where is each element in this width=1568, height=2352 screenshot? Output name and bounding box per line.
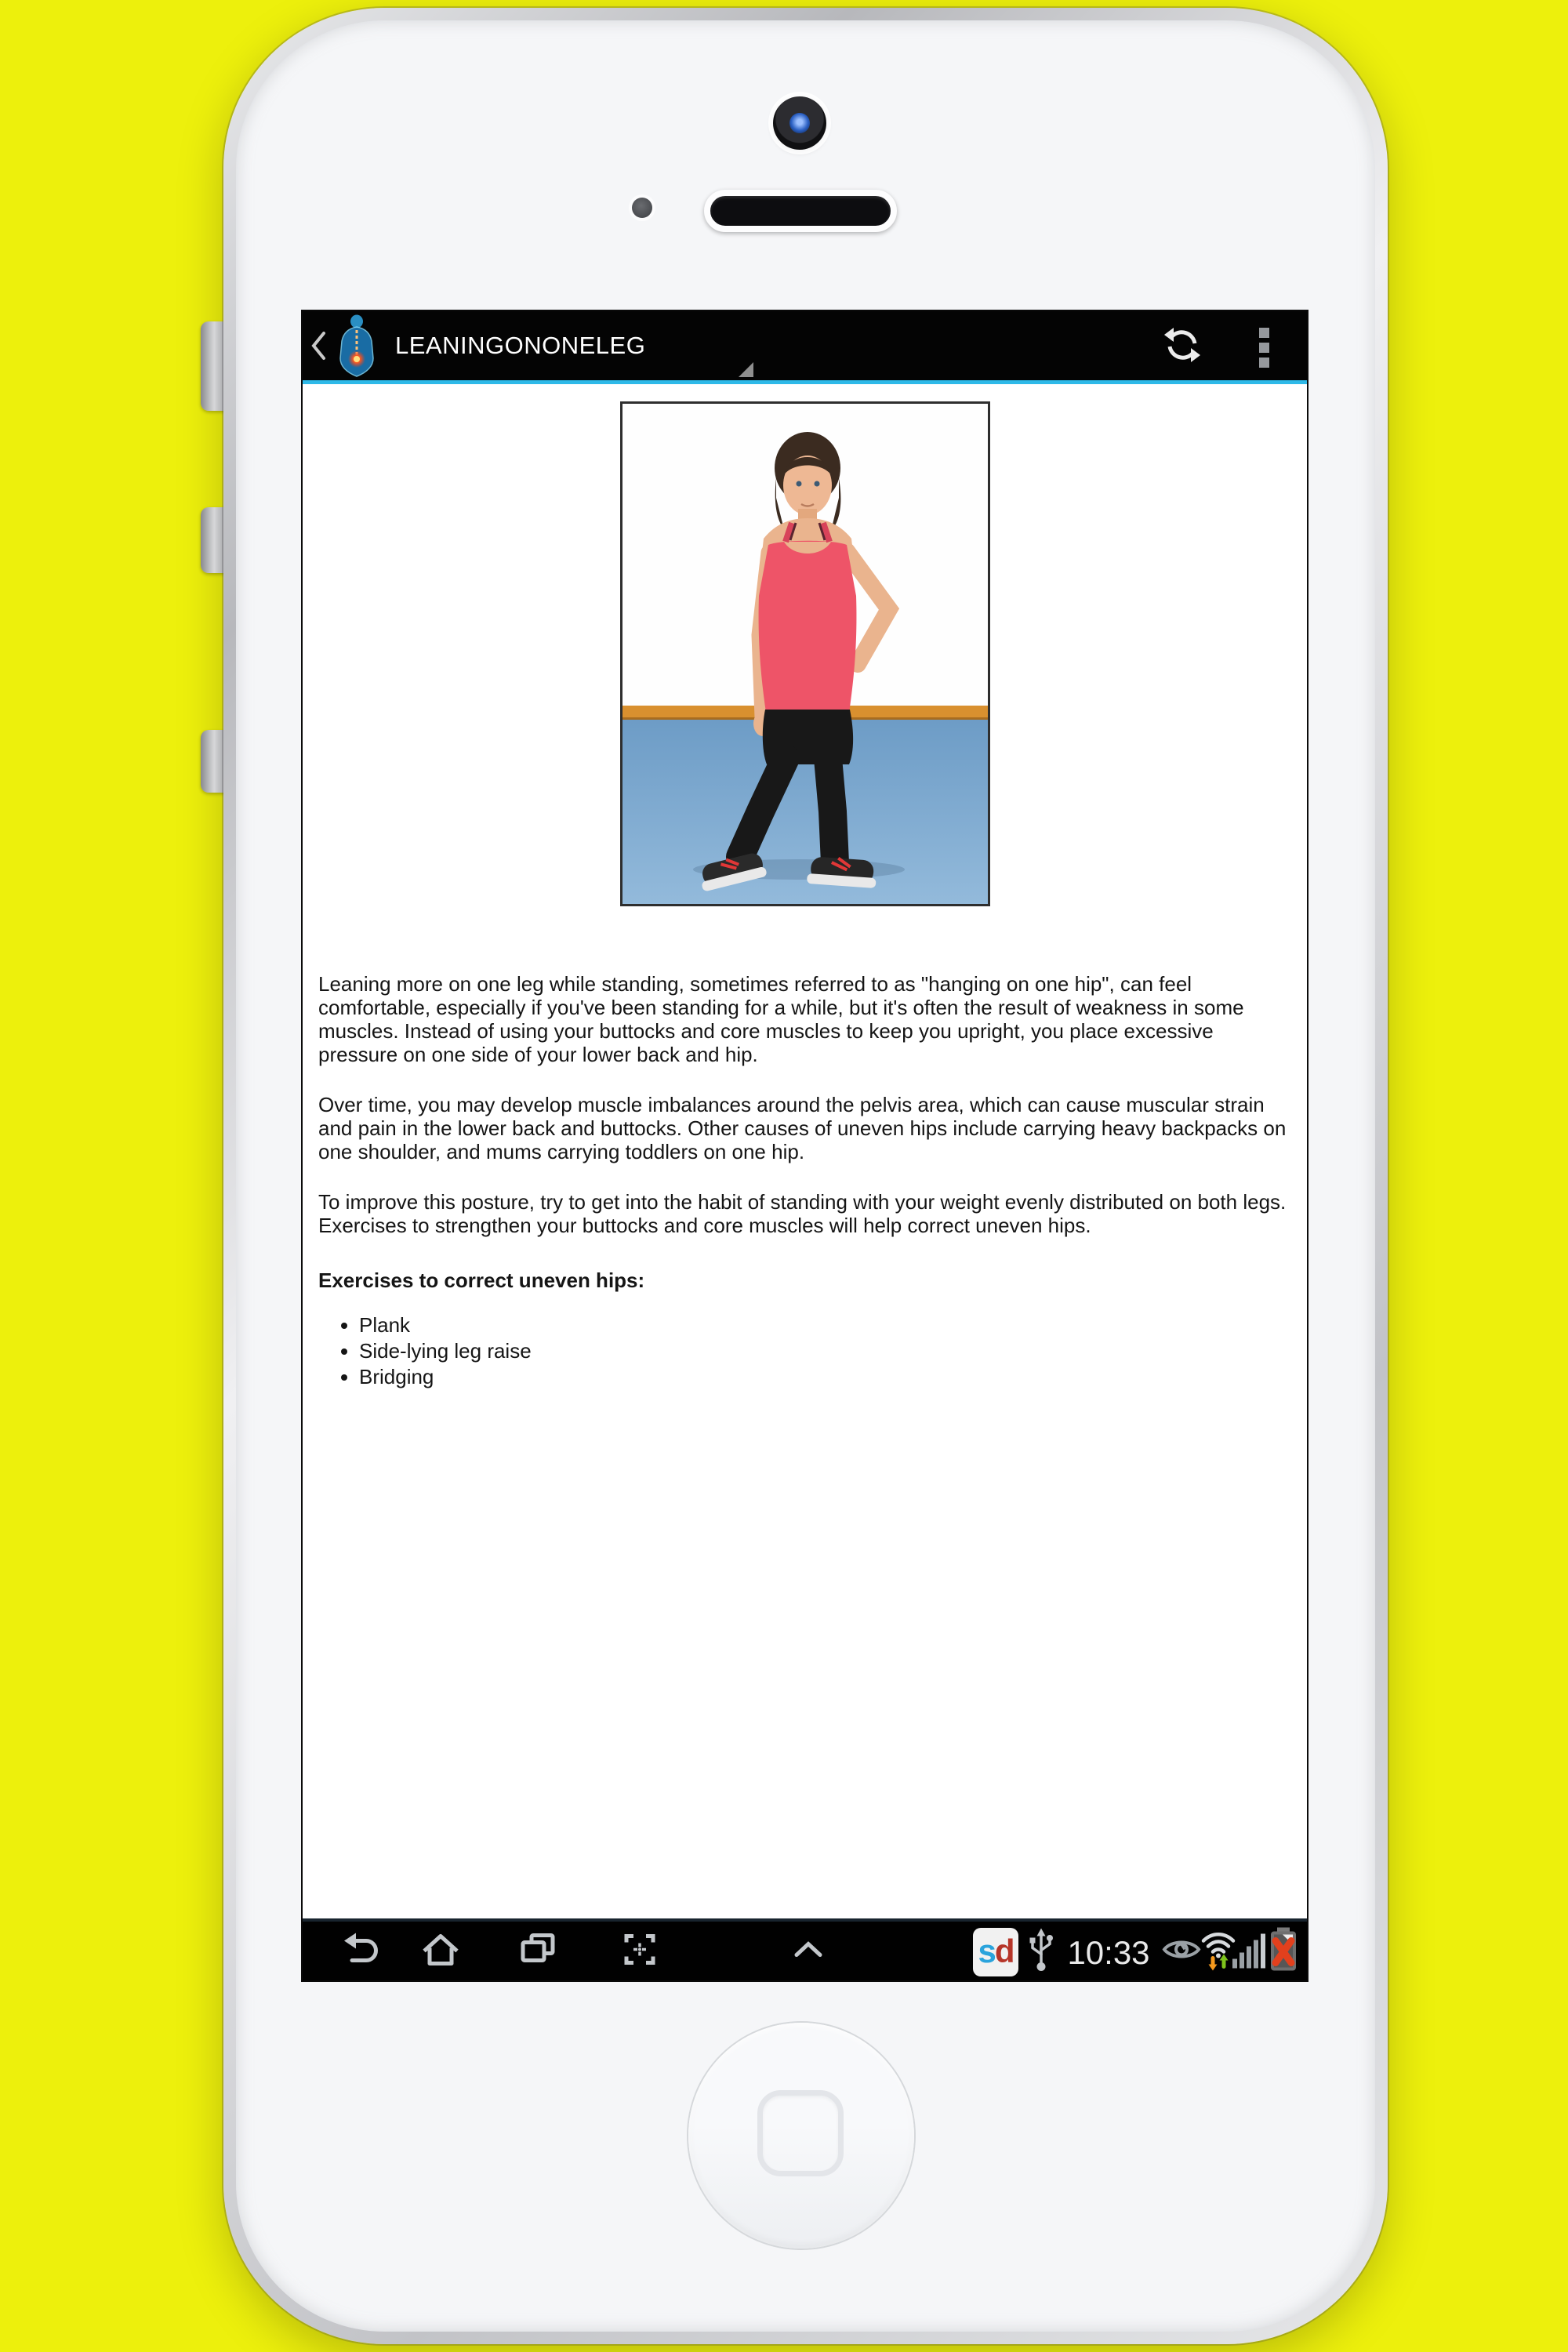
phone-screen: [303, 311, 1307, 1980]
home-button-square-icon: [757, 2090, 844, 2176]
sd-app-badge[interactable]: sd: [973, 1928, 1018, 1976]
list-item: • Bridging: [359, 1364, 1291, 1390]
list-item: • Side-lying leg raise: [359, 1338, 1291, 1364]
home-button[interactable]: [688, 2023, 914, 2249]
article-body: [303, 972, 1307, 1390]
spinner-dropdown-triangle[interactable]: [739, 362, 753, 377]
overflow-menu-icon[interactable]: [1259, 328, 1269, 368]
recents-icon[interactable]: [516, 1927, 560, 1975]
usb-icon: [1027, 1926, 1055, 1976]
content-scroll-area[interactable]: [303, 384, 1307, 1918]
back-icon[interactable]: [338, 1927, 382, 1975]
smart-stay-eye-icon: [1160, 1927, 1203, 1975]
status-clock: 10:33: [1067, 1934, 1150, 1971]
back-chevron-icon[interactable]: [309, 328, 328, 367]
battery-error-icon: [1268, 1926, 1299, 1976]
earpiece-speaker: [704, 190, 897, 232]
posture-photo: [620, 401, 990, 906]
paragraph-3: To improve this posture, try to get into the habit of standing with your weight evenly distributed on both legs. Exercises to strengthen your buttocks and core muscles will help correct uneven hips.: [318, 1190, 1287, 1237]
exercise-list: [318, 1312, 1291, 1390]
system-nav-bar: [303, 1918, 1307, 1980]
signal-strength-icon: [1232, 1927, 1266, 1975]
app-action-bar: [303, 311, 1307, 380]
home-icon[interactable]: [419, 1927, 463, 1975]
list-item: • Plank: [359, 1312, 1291, 1338]
proximity-sensor-dot: [632, 198, 652, 218]
front-camera: [773, 96, 826, 150]
chevron-up-icon[interactable]: [786, 1927, 830, 1975]
screen-capture-icon[interactable]: [618, 1927, 662, 1975]
camera-lens-icon: [789, 113, 810, 133]
refresh-icon[interactable]: [1163, 326, 1201, 368]
page-title: LEANINGONONELEG: [395, 332, 646, 359]
exercises-heading: Exercises to correct uneven hips:: [318, 1269, 645, 1292]
paragraph-1: Leaning more on one leg while standing, sometimes referred to as "hanging on one hip", can feel comfortable, especially if you've been standing for a while, but it's often the result of weakness in some muscles. Instead of using your buttocks and core muscles to keep you upright, you place excessive pressure on one side of your lower back and hip.: [318, 972, 1244, 1066]
paragraph-2: Over time, you may develop muscle imbalances around the pelvis area, which can cause muscular strain and pain in the lower back and buttocks. Other causes of uneven hips include carrying heavy backpacks on one shoulder, and mums carrying toddlers on one hip.: [318, 1093, 1287, 1163]
body-xray-app-icon[interactable]: [337, 314, 376, 381]
